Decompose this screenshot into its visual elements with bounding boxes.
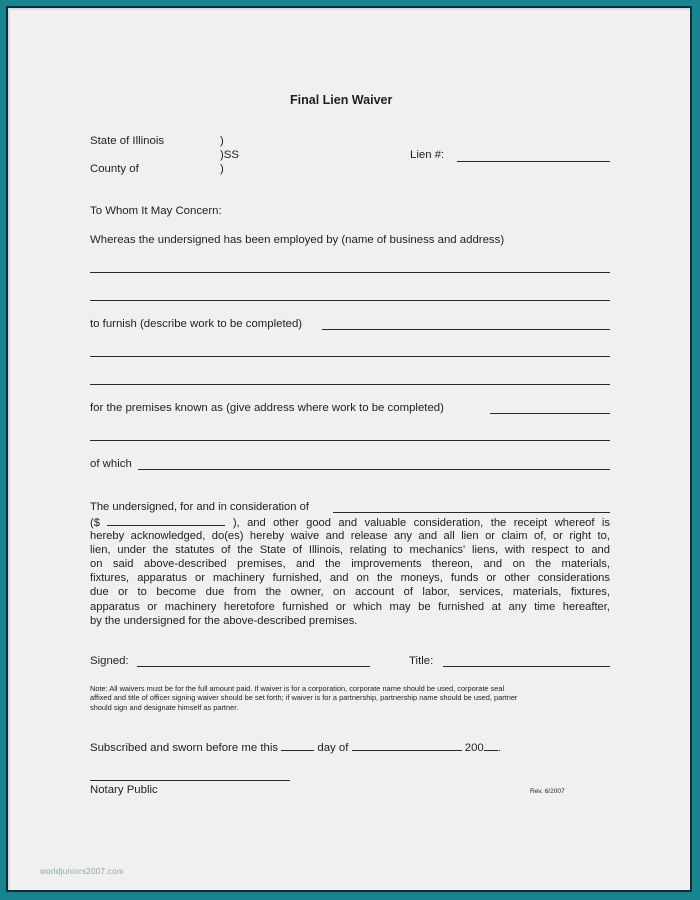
- county-label: County of: [90, 163, 139, 175]
- dollar-amount-field[interactable]: [107, 515, 225, 526]
- employed-by-label: Whereas the undersigned has been employed by (name of business and address): [90, 234, 505, 246]
- paragraph-line: by the undersigned for the above-described premises.: [90, 614, 358, 627]
- dollar-open: ($: [90, 517, 100, 529]
- paragraph-line-2-rest: ), and other good and valuable consideration, the receipt whereof is: [232, 517, 611, 529]
- sworn-period: .: [497, 742, 501, 754]
- sworn-text: Subscribed and sworn before me this: [90, 742, 279, 754]
- watermark: worldjuniors2007.com: [40, 867, 124, 876]
- venue-paren-top: ): [220, 135, 224, 147]
- title-line[interactable]: [443, 666, 610, 667]
- notary-signature-line[interactable]: [90, 780, 290, 781]
- furnish-line-3[interactable]: [90, 384, 610, 385]
- document-title: Final Lien Waiver: [290, 93, 393, 107]
- of-which-label: of which: [90, 458, 132, 470]
- premises-line-1[interactable]: [490, 413, 610, 414]
- year-prefix: 200: [464, 742, 484, 754]
- note-block: [90, 684, 617, 712]
- document-page: [10, 10, 690, 890]
- notary-public-label: Notary Public: [90, 784, 158, 796]
- note-line: Note: All waivers must be for the full amount paid. If waiver is for a corporation, corporate name should be used, corporate seal: [90, 684, 505, 693]
- furnish-line-2[interactable]: [90, 356, 610, 357]
- employer-line-1[interactable]: [90, 272, 610, 273]
- salutation: To Whom It May Concern:: [90, 205, 222, 217]
- lien-number-field[interactable]: [457, 161, 610, 162]
- day-of-label: day of: [317, 742, 349, 754]
- sworn-statement: [90, 740, 501, 754]
- venue-paren-bottom: ): [220, 163, 224, 175]
- revision-label: Rev. 6/2007: [530, 788, 565, 795]
- premises-line-2[interactable]: [90, 440, 610, 441]
- paragraph-line: apparatus or machinery heretofore furnished or which may be furnished at any time hereafter,: [90, 600, 610, 613]
- of-which-line[interactable]: [138, 469, 610, 470]
- signed-label: Signed:: [90, 655, 129, 667]
- venue-ss: )SS: [220, 149, 239, 161]
- sworn-year-field[interactable]: [484, 740, 498, 751]
- paragraph-line: hereby acknowledged, do(es) hereby waive and release any and all lien or claim of, or right to,: [90, 530, 610, 543]
- paragraph-line: lien, under the statutes of the State of Illinois, relating to mechanics' liens, with respect to and: [90, 544, 610, 557]
- consideration-lead: The undersigned, for and in consideration of: [90, 501, 309, 513]
- lien-number-label: Lien #:: [410, 149, 445, 161]
- employer-line-2[interactable]: [90, 300, 610, 301]
- consideration-paragraph: [90, 515, 610, 628]
- sworn-day-field[interactable]: [281, 740, 314, 751]
- premises-label: for the premises known as (give address where work to be completed): [90, 402, 444, 414]
- note-line: should sign and designate himself as partner.: [90, 702, 239, 712]
- furnish-label: to furnish (describe work to be completed): [90, 318, 303, 330]
- paragraph-line: [90, 515, 610, 529]
- state-label: State of Illinois: [90, 135, 165, 147]
- signature-line[interactable]: [137, 666, 370, 667]
- paragraph-line: on said above-described premises, and the improvements thereon, and on the materials,: [90, 558, 610, 571]
- sworn-month-field[interactable]: [352, 740, 462, 751]
- paragraph-line: due or to become due from the owner, on account of labor, services, materials, fixtures,: [90, 586, 610, 599]
- consideration-line[interactable]: [333, 512, 610, 513]
- note-line: affixed and title of officer signing waiver should be set forth; if waiver is for a partnership, partnership name should be used, partner: [90, 693, 518, 703]
- furnish-line-1[interactable]: [322, 329, 610, 330]
- title-label: Title:: [409, 655, 434, 667]
- paragraph-line: fixtures, apparatus or machinery furnished, and on the moneys, funds or other considerations: [90, 572, 610, 585]
